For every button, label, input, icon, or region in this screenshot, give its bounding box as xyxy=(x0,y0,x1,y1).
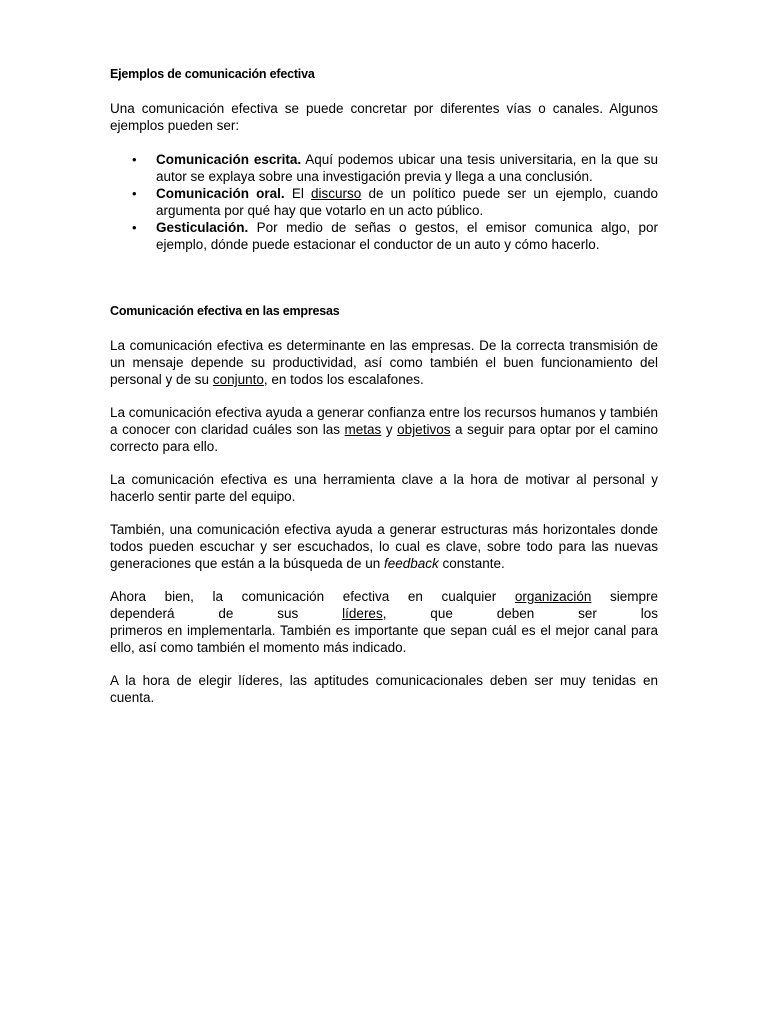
bullet-icon: • xyxy=(132,152,137,167)
paragraph-text: siempre xyxy=(591,589,658,604)
section-heading-companies: Comunicación efectiva en las empresas xyxy=(110,304,340,318)
paragraph-text: También, una comunicación efectiva ayuda a generar estructuras más horizontales donde todos pueden escuchar y ser escuchados, lo cual es clave, sobre todo para las nuevas generaciones que están a la búsqueda de un xyxy=(110,522,658,571)
paragraph-5-line-2 xyxy=(110,605,658,622)
link-conjunto[interactable]: conjunto xyxy=(212,372,264,387)
link-discurso[interactable]: discurso xyxy=(311,186,362,201)
paragraph-text: Ahora bien, la comunicación efectiva en cualquier xyxy=(110,589,515,604)
paragraph-1 xyxy=(110,337,658,388)
paragraph-3: La comunicación efectiva es una herramienta clave a la hora de motivar al personal y hacerlo sentir parte del equipo. xyxy=(110,472,658,504)
paragraph-text: , que deben xyxy=(382,606,535,621)
paragraph-text: , en todos los escalafones. xyxy=(263,372,424,387)
paragraph-text: de sus xyxy=(218,606,343,621)
list-item-gestures xyxy=(110,219,658,253)
paragraph-6: A la hora de elegir líderes, las aptitudes comunicacionales deben ser muy tenidas en cuenta. xyxy=(110,673,658,705)
paragraph-text: a seguir para optar por el camino correcto para ello. xyxy=(110,422,658,454)
paragraph-5-rest: primeros en implementarla. También es importante que sepan cuál es el mejor canal para ello, así como también el momento más indicado. xyxy=(110,623,658,655)
list-item-oral xyxy=(110,185,658,219)
paragraph-text: dependerá xyxy=(110,606,175,621)
item-label: Gesticulación. xyxy=(156,220,249,235)
item-label: Comunicación oral. xyxy=(156,186,285,201)
link-metas[interactable]: metas xyxy=(344,422,382,437)
bullet-icon: • xyxy=(132,220,137,235)
link-organizacion[interactable]: organización xyxy=(514,589,592,604)
section-heading-examples: Ejemplos de comunicación efectiva xyxy=(110,67,315,81)
paragraph-5 xyxy=(110,588,658,656)
paragraph-text: ser los xyxy=(578,606,658,621)
bullet-icon: • xyxy=(132,186,137,201)
paragraph-text: constante. xyxy=(438,556,505,571)
paragraph-text: La comunicación efectiva ayuda a generar confianza entre los recursos humanos y también a conocer con claridad cuáles son las xyxy=(110,405,658,437)
examples-list xyxy=(110,151,658,253)
item-text: de un político puede ser un ejemplo, cuando argumenta por qué hay que votarlo en un acto público. xyxy=(156,186,658,218)
item-text-pre: El xyxy=(284,186,312,201)
link-lideres[interactable]: líderes xyxy=(342,606,383,621)
paragraph-5-line-1 xyxy=(110,588,658,605)
paragraph-2 xyxy=(110,404,658,455)
item-text: Por medio de señas o gestos, el emisor comunica algo, por ejemplo, dónde puede estacionar el conductor de un auto y cómo hacerlo. xyxy=(156,220,658,252)
document-content xyxy=(110,66,658,706)
paragraph-4 xyxy=(110,521,658,572)
intro-paragraph: Una comunicación efectiva se puede concretar por diferentes vías o canales. Algunos ejemplos pueden ser: xyxy=(110,101,658,133)
link-objetivos[interactable]: objetivos xyxy=(397,422,451,437)
paragraph-text: La comunicación efectiva es determinante en las empresas. De la correcta transmisión de un mensaje depende su productividad, así como también el buen funcionamiento del personal y de su xyxy=(110,338,658,387)
list-item-written xyxy=(110,151,658,185)
item-label: Comunicación escrita. xyxy=(156,152,302,167)
item-text: Aquí podemos ubicar una tesis universitaria, en la que su autor se explaya sobre una investigación previa y llega a una conclusión. xyxy=(156,152,658,184)
emphasis-feedback: feedback xyxy=(383,556,439,571)
paragraph-text: y xyxy=(381,422,398,437)
